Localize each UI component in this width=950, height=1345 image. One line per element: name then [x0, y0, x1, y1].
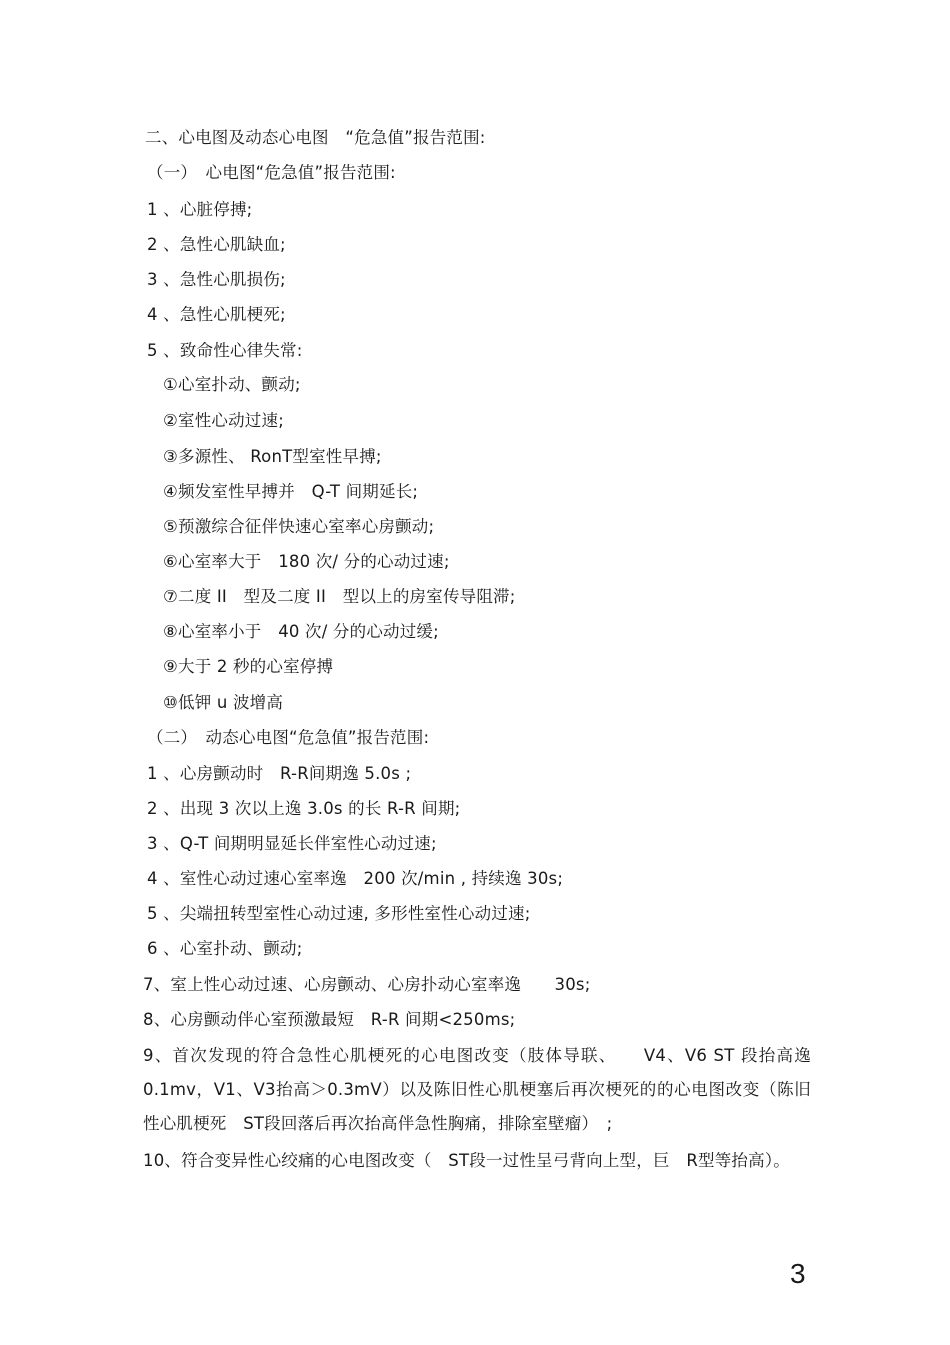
holter-item-5: 5 、尖端扭转型室性心动过速, 多形性室性心动过速;: [147, 904, 531, 923]
section-title: 二、心电图及动态心电图 “危急值”报告范围:: [145, 128, 486, 147]
page-number: 3: [790, 1258, 806, 1289]
ecg-item-4: 4 、急性心肌梗死;: [147, 305, 286, 324]
holter-item-9: 9、首次发现的符合急性心肌梗死的心电图改变（肢体导联、 V4、V6 ST 段抬高逸 0.1mv，V1、V3抬高＞0.3mV）以及陈旧性心肌梗塞后再次梗死的的心电图改变（陈旧性心肌梗死 ST段回落后再次抬高伴急性胸痛，排除室壁瘤） ;: [143, 1046, 811, 1133]
holter-item-8: 8、心房颤动伴心室预激最短 R-R 间期<250ms;: [143, 1010, 516, 1029]
ecg-sub-item-1: ①心室扑动、颤动;: [163, 375, 301, 394]
holter-item-10: 10、符合变异性心绞痛的心电图改变（ ST段一过性呈弓背向上型，巨 R型等抬高）。: [143, 1151, 790, 1170]
ecg-sub-item-6: ⑥心室率大于 180 次/ 分的心动过速;: [163, 552, 450, 571]
holter-item-3: 3 、Q-T 间期明显延长伴室性心动过速;: [147, 834, 437, 853]
holter-heading: （二） 动态心电图“危急值”报告范围:: [147, 728, 430, 747]
ecg-sub-item-9: ⑨大于 2 秒的心室停搏: [163, 657, 334, 676]
ecg-item-3: 3 、急性心肌损伤;: [147, 270, 286, 289]
ecg-item-1: 1 、心脏停搏;: [147, 200, 253, 219]
ecg-sub-item-8: ⑧心室率小于 40 次/ 分的心动过缓;: [163, 622, 439, 641]
ecg-sub-item-10: ⑩低钾 u 波增高: [163, 693, 284, 712]
ecg-sub-item-2: ②室性心动过速;: [163, 411, 284, 430]
ecg-item-2: 2 、急性心肌缺血;: [147, 235, 286, 254]
ecg-sub-item-7: ⑦二度 II 型及二度 II 型以上的房室传导阻滞;: [163, 587, 516, 606]
ecg-heading: （一） 心电图“危急值”报告范围:: [147, 163, 396, 182]
holter-item-6: 6 、心室扑动、颤动;: [147, 939, 303, 958]
ecg-sub-item-3: ③多源性、 RonT型室性早搏;: [163, 447, 382, 466]
ecg-sub-item-5: ⑤预激综合征伴快速心室率心房颤动;: [163, 517, 435, 536]
holter-item-4: 4 、室性心动过速心室率逸 200 次/min , 持续逸 30s;: [147, 869, 564, 888]
holter-item-2: 2 、出现 3 次以上逸 3.0s 的长 R-R 间期;: [147, 799, 461, 818]
holter-item-1: 1 、心房颤动时 R-R间期逸 5.0s ;: [147, 764, 412, 783]
ecg-sub-item-4: ④频发室性早搏并 Q-T 间期延长;: [163, 482, 419, 501]
holter-item-7: 7、室上性心动过速、心房颤动、心房扑动心室率逸 30s;: [143, 975, 591, 994]
ecg-item-5: 5 、致命性心律失常:: [147, 341, 303, 360]
